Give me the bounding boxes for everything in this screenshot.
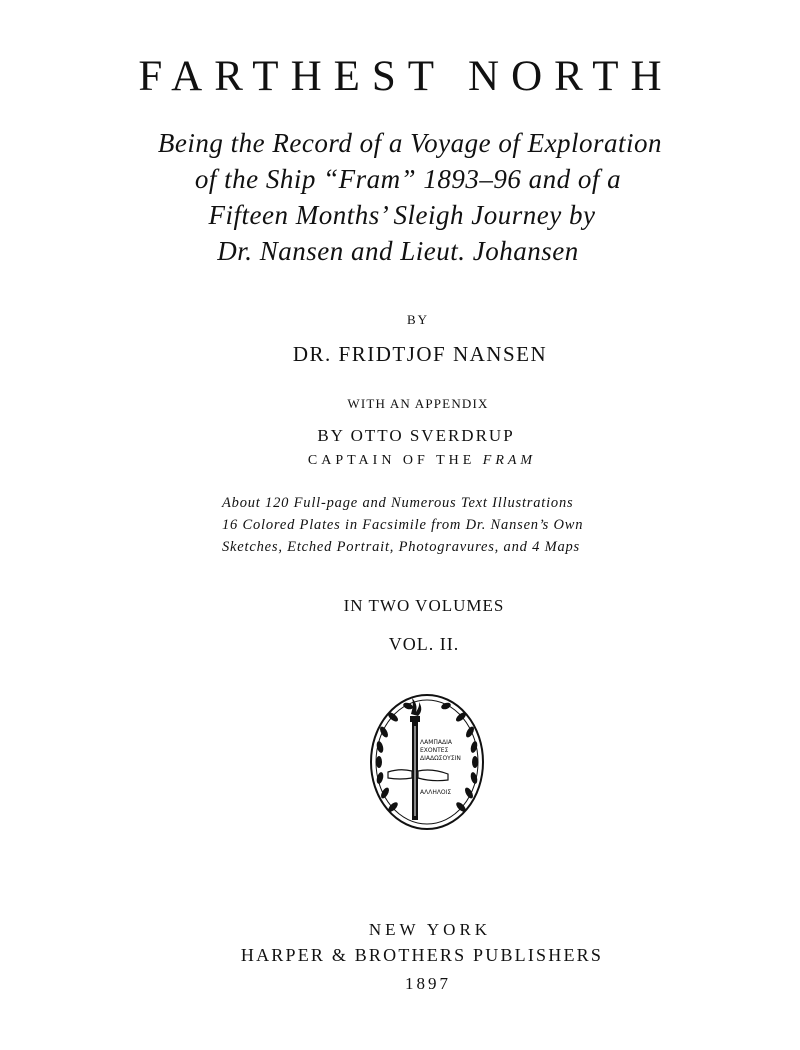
volumes-label: IN TWO VOLUMES [343, 596, 505, 615]
illustrations-line-2: 16 Colored Plates in Facsimile from Dr. Nansen’s Own [222, 517, 584, 533]
subtitle-line-3: Fifteen Months’ Sleigh Journey by [208, 200, 596, 230]
ship-name: FRAM [482, 453, 537, 468]
illustrations-line-1: About 120 Full-page and Numerous Text Illustrations [222, 495, 574, 511]
illustrations-line-3: Sketches, Etched Portrait, Photogravures, and 4 Maps [222, 539, 580, 555]
subtitle-line-4: Dr. Nansen and Lieut. Johansen [217, 236, 579, 266]
appendix-author: BY OTTO SVERDRUP [317, 426, 515, 445]
by-label: BY [406, 312, 430, 327]
publisher-torch-emblem-icon [368, 692, 486, 832]
imprint-publisher: HARPER & BROTHERS PUBLISHERS [240, 945, 604, 965]
imprint-year: 1897 [405, 974, 451, 993]
captain-line [22, 453, 800, 469]
subtitle-line-2: of the Ship “Fram” 1893–96 and of a [194, 164, 622, 194]
subtitle-line-1: Being the Record of a Voyage of Exploration [157, 128, 663, 158]
book-title: FARTHEST NORTH [138, 53, 674, 100]
emblem-inscription-3: ΔΙΑΔΩΣΟΥΣΙΝ [420, 755, 461, 762]
emblem-inscription-4: ΑΛΛΗΛΟΙΣ [420, 789, 452, 796]
emblem-inscription-1: ΛΑΜΠΑΔΙΑ [420, 739, 452, 746]
appendix-label: WITH AN APPENDIX [347, 396, 489, 411]
volume-number: VOL. II. [388, 634, 460, 654]
captain-prefix: CAPTAIN OF THE [307, 453, 476, 468]
imprint-city: NEW YORK [368, 920, 492, 939]
author-name: DR. FRIDTJOF NANSEN [292, 342, 548, 366]
emblem-inscription-2: ΕΧΟΝΤΕΣ [420, 747, 449, 754]
